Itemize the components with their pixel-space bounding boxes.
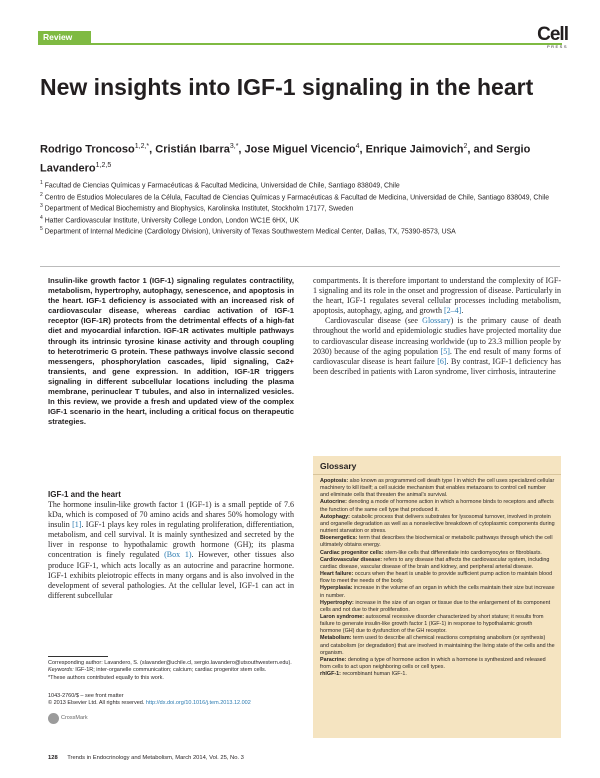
publisher-logo: [528, 26, 568, 49]
affiliation-list: [40, 179, 550, 237]
glossary-definition: recombinant human IGF-1.: [340, 671, 407, 678]
header-separator: [40, 266, 560, 267]
glossary-entry: [320, 550, 555, 557]
glossary-definition: term used to describe all chemical reactions comprising anabolism (or synthesis) and catabolism (or degradation) that are involved in maintaining the living state of the cells and the organism.: [320, 635, 555, 656]
glossary-definition: increase in the size of an organ or tissue due to the enlargement of its component cells and not due to their proliferation.: [320, 599, 551, 613]
text-run: Cardiovascular disease (see: [325, 316, 423, 326]
glossary-entry: [320, 535, 555, 549]
glossary-term: rhIGF-1:: [320, 671, 341, 678]
copyright: [48, 700, 294, 707]
citation-link[interactable]: [6]: [437, 356, 447, 366]
glossary-term: Hyperplasia:: [320, 585, 353, 592]
glossary-definition: also known as programmed cell death type I in which the cell uses specialized cellular machinery to kill itself; a cell suicide mechanism that enables metazoans to control cell number and eliminate cells that threaten the animal's survival.: [320, 478, 555, 499]
affiliation-number: 4: [40, 214, 43, 221]
copyright-text: © 2013 Elsevier Ltd. All rights reserved.: [48, 700, 146, 707]
glossary-definition: term that describes the biochemical or metabolic pathways through which the cell ultimately obtains energy.: [320, 535, 553, 549]
crossmark-label: CrossMark: [61, 715, 88, 721]
issn: 1043-2760/$ – see front matter: [48, 693, 124, 699]
page-footer: [48, 755, 244, 761]
affiliation-number: 2: [40, 191, 43, 198]
author-separator: ,: [238, 143, 245, 156]
author-name: Rodrigo Troncoso: [40, 143, 135, 156]
glossary-definition: stem-like cells that differentiate into cardiomyocytes or fibroblasts.: [383, 549, 542, 556]
body-text-right: [313, 276, 561, 377]
glossary-entry: [320, 671, 555, 678]
citation-link[interactable]: [2–4]: [444, 306, 462, 316]
glossary-entry: [320, 478, 555, 499]
glossary-definition: catabolic process that delivers substrates for lysosomal turnover, involved in protein and organelle degradation as well as a nonselective breakdown of cytoplasmic components during nutrient starvation or stress.: [320, 513, 555, 535]
author-name: Cristián Ibarra: [155, 143, 230, 156]
author-affiliation-marker: 3,*: [229, 143, 239, 150]
author-affiliation-marker: 4: [355, 143, 360, 150]
section-heading: IGF-1 and the heart: [48, 490, 121, 499]
author-name: Enrique Jaimovich: [365, 143, 464, 156]
glossary-term: Heart failure:: [320, 571, 354, 578]
body-paragraph: [313, 276, 561, 316]
affiliation-text: Department of Medical Biochemistry and Biophysics, Karolinska Institutet, Stockholm 17177, Sweden: [44, 205, 354, 213]
author-name: Jose Miguel Vicencio: [244, 143, 356, 156]
section-label: Review: [38, 31, 91, 44]
glossary-entry: [320, 499, 555, 513]
glossary-definition: increase in the volume of an organ in which the cells maintain their size but increase in number.: [320, 585, 555, 599]
glossary-term: Autophagy:: [320, 513, 350, 520]
author-separator: ,: [359, 143, 366, 156]
glossary-definition: autosomal recessive disorder characterized by short stature; it results from failure to generate insulin-like growth factor 1 (IGF-1) in response to hypothalamic growth hormone (GH) due to dysfunction of the GH receptor.: [320, 613, 544, 635]
citation-link[interactable]: [5]: [440, 346, 450, 356]
header-rule: [38, 43, 562, 45]
glossary-term: Laron syndrome:: [320, 613, 365, 620]
article-title: New insights into IGF-1 signaling in the heart: [40, 74, 534, 100]
journal-citation: Trends in Endocrinology and Metabolism, March 2014, Vol. 25, No. 3: [67, 755, 244, 761]
affiliation-text: Facultad de Ciencias Químicas y Farmacéuticas & Facultad Medicina, Universidad de Chile, Santiago 838049, Chile: [44, 182, 400, 190]
footnotes: [48, 660, 294, 682]
author-affiliation-marker: 2: [463, 143, 468, 150]
affiliation: [40, 191, 550, 203]
abstract: Insulin-like growth factor 1 (IGF-1) signaling regulates contractility, metabolism, hypertrophy, autophagy, senescence, and apoptosis in the heart. IGF-1 deficiency is associated with an increased risk of cardiovascular disease, whereas cardiac activation of IGF-1 receptor (IGF-1R) protects from the detrimental effects of a high-fat diet and myocardial infarction. IGF-1R activates multiple pathways through its intrinsic tyrosine kinase activity and through coupling to heterotrimeric G protein. These pathways involve classic second messengers, phosphorylation cascades, lipid signaling, Ca2+ transients, and gene expression. In addition, IGF-1R triggers signaling in different subcellular locations including the plasma membrane, perinuclear T tubules, and also in internalized vesicles. In this review, we provide a fresh and updated view of the complex IGF-1 scenario in the heart, including a critical focus on therapeutic strategies.: [48, 276, 294, 427]
crossmark-badge[interactable]: [48, 712, 108, 726]
affiliation-number: 3: [40, 203, 43, 209]
glossary-term: Bioenergetics:: [320, 535, 358, 542]
glossary-term: Cardiovascular disease:: [320, 556, 383, 563]
text-run: . However, other tissues also produce IGF-1, which acts locally as an autocrine and paracrine hormone. IGF-1 exhibits pleiotropic effects in many organs and is also involved in the development of several pathologies. At the cellular level, IGF-1 can act in different subcellular: [48, 550, 294, 600]
text-run: ) is the primary cause of death throughout the world and epidemiologic studies have projected mortality due to cardiovascular disease increasing worldwide (up to 23.3 million people by 2030) because of the aging population: [313, 316, 561, 356]
author-affiliation-marker: 1,2,5: [95, 161, 112, 169]
glossary-term: Cardiac progenitor cells:: [320, 549, 384, 556]
keywords: [48, 667, 294, 674]
text-run: compartments. It is therefore important to understand the complexity of IGF-1 signaling and its role in the onset and progression of disease. Particularly in the heart, IGF-1 regulates several cellular processes including metabolism, apoptosis, autophagy, aging, and growth: [313, 276, 561, 316]
glossary-box: [313, 456, 561, 738]
author-list: [40, 139, 560, 176]
text-run: . By contrast, IGF-1 deficiency has been described in patients with Laron syndrome, liver cirrhosis, intrauterine: [313, 356, 561, 376]
text-run: .: [461, 306, 464, 316]
affiliation-text: Centro de Estudios Moleculares de la Célula, Facultad de Ciencias Químicas y Farmacéuticas & Facultad de Medicina, Universidad de Chile, Santiago 838049, Chile: [44, 193, 550, 201]
glossary-entry: [320, 657, 555, 671]
glossary-entry: [320, 571, 555, 585]
glossary-term: Paracrine:: [320, 656, 347, 663]
equal-contribution-note: *These authors contributed equally to this work.: [48, 674, 164, 681]
publisher-logo-sub: PRESS: [546, 44, 568, 49]
citation-link[interactable]: Glossary: [422, 316, 451, 326]
publisher-logo-main: Cell: [537, 24, 568, 45]
text-run: The hormone insulin-like growth factor 1 (IGF-1) is a small peptide of 7.6 kDa, which is composed of 70 amino acids and shares 50% homology with insulin: [48, 500, 294, 530]
glossary-definition: refers to any disease that affects the cardiovascular system, including cardiac disease, vascular disease of the brain and kidney, and peripheral arterial disease.: [320, 556, 550, 570]
citation-link[interactable]: (Box 1): [164, 550, 192, 560]
glossary-term: Autocrine:: [320, 499, 347, 506]
issn-block: [48, 693, 294, 708]
body-text-left: [48, 500, 294, 601]
affiliation: [40, 179, 550, 191]
affiliation-text: Department of Internal Medicine (Cardiology Division), University of Texas Southwestern Medical Center, Dallas, TX, 75390-8573, USA: [44, 228, 456, 236]
glossary-body: [313, 475, 561, 678]
affiliation-text: Hatter Cardiovascular Institute, University College London, London WC1E 6HX, UK: [44, 216, 300, 224]
affiliation: [40, 214, 550, 226]
glossary-entry: [320, 514, 555, 535]
glossary-entry: [320, 557, 555, 571]
page-number: 128: [48, 755, 58, 761]
text-run: . IGF-1 plays key roles in regulating proliferation, differentiation, metabolism, and cell survival. It is mainly synthesized and secreted by the liver in response to hypothalamic growth hormone (GH); its plasma concentration is finely regulated: [48, 520, 294, 560]
keywords-label: Keywords:: [48, 667, 74, 674]
affiliation: [40, 202, 550, 214]
affiliation-number: 1: [40, 180, 43, 186]
text-run: . The end result of many forms of cardiovascular disease is heart failure: [313, 346, 561, 366]
glossary-title: Glossary: [313, 456, 561, 475]
corresponding-author: Corresponding author: Lavandero, S. (slavander@uchile.cl, sergio.lavandero@utsouthwestern.edu).: [48, 660, 292, 666]
glossary-definition: occurs when the heart is unable to provide sufficient pump action to maintain blood flow to meet the needs of the body.: [320, 571, 553, 585]
body-paragraph: [313, 316, 561, 377]
affiliation-number: 5: [40, 226, 43, 232]
glossary-definition: denoting a type of hormone action in which a hormone is synthesized and released from cells to act upon neighboring cells or cell types.: [320, 656, 546, 671]
glossary-term: Apoptosis:: [320, 478, 349, 484]
citation-link[interactable]: [1]: [72, 520, 82, 530]
keywords-text: IGF-1R; inter-organelle communication; calcium; cardiac progenitor stem cells.: [73, 667, 267, 674]
glossary-entry: [320, 585, 555, 599]
glossary-entry: [320, 635, 555, 656]
glossary-entry: [320, 614, 555, 635]
author-affiliation-marker: 1,2,*: [134, 143, 150, 150]
glossary-definition: denoting a mode of hormone action in which a hormone binds to receptors and affects the function of the same cell type that produced it.: [320, 499, 554, 513]
author-name: and Sergio Lavandero: [40, 143, 531, 175]
crossmark-icon: [48, 713, 59, 724]
author-separator: ,: [467, 143, 474, 156]
affiliation: [40, 225, 550, 237]
doi-link[interactable]: http://dx.doi.org/10.1016/j.tem.2013.12.002: [145, 700, 251, 707]
glossary-term: Hypertrophy:: [320, 599, 354, 606]
footnote-rule: [48, 656, 108, 657]
glossary-entry: [320, 600, 555, 614]
glossary-term: Metabolism:: [320, 635, 352, 642]
author-separator: ,: [149, 143, 156, 156]
